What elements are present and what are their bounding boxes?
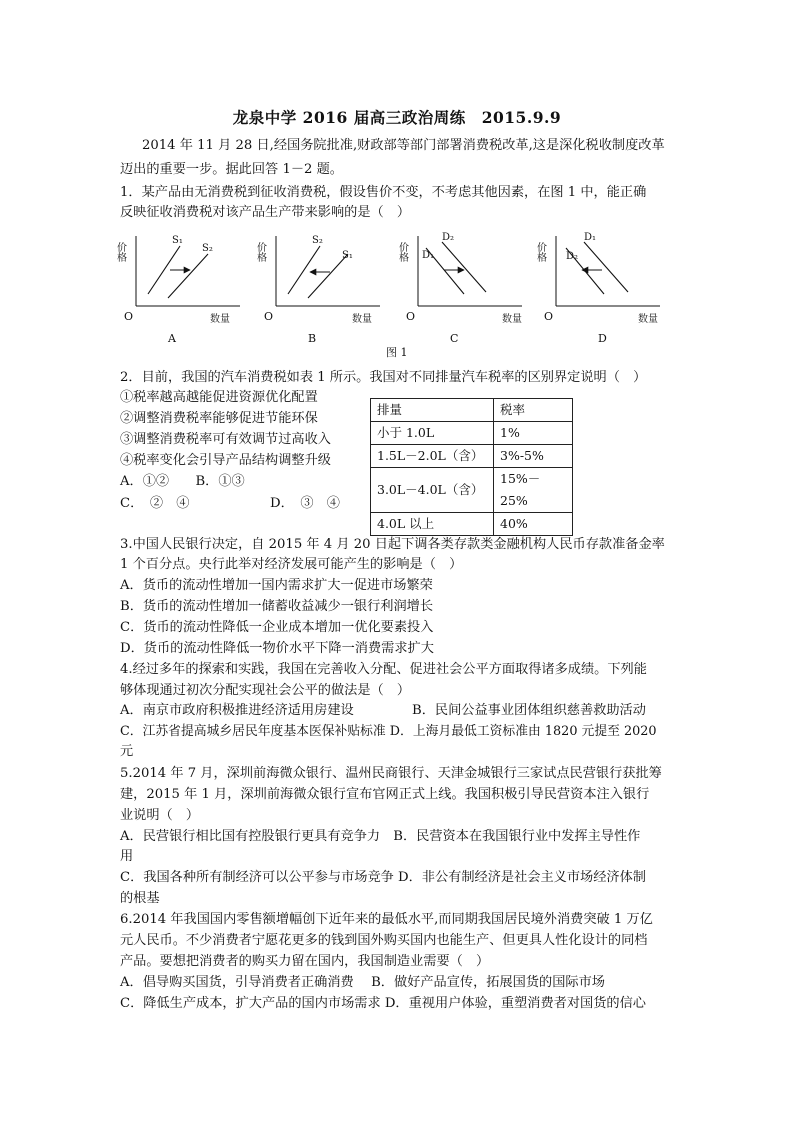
figure-caption: 图 1 bbox=[386, 346, 408, 359]
table-header-row bbox=[371, 399, 573, 422]
table-cell: 4.0L 以上 bbox=[371, 513, 494, 536]
panel-c-curve-2 bbox=[442, 242, 486, 292]
q3-stem-line-2: 1 个百分点。央行此举对经济发展可能产生的影响是（ ） bbox=[120, 557, 463, 572]
q2-option-d: D． ③ ④ bbox=[270, 496, 340, 511]
table-cell: 3.0L－4.0L（含） bbox=[371, 468, 494, 513]
panel-b-origin: O bbox=[264, 310, 274, 323]
table-header-cell: 排量 bbox=[371, 399, 494, 422]
panel-a-label: A bbox=[168, 332, 176, 345]
table-cell: 15%－25% bbox=[494, 468, 573, 513]
q3-option-c: C．货币的流动性降低一企业成本增加一优化要素投入 bbox=[120, 620, 434, 635]
table-row bbox=[371, 422, 573, 445]
q2-options-ab: A．①② B．①③ bbox=[120, 474, 245, 489]
q4-stem-line-2: 够体现通过初次分配实现社会公平的做法是（ ） bbox=[120, 683, 411, 698]
q1-stem-line-2: 反映征收消费税对该产品生产带来影响的是（ ） bbox=[120, 205, 411, 220]
panel-b-y-label: 价格 bbox=[254, 242, 266, 262]
q6-stem-line-3: 产品。要想把消费者的购买力留在国内，我国制造业需要（ ） bbox=[120, 954, 490, 969]
q6-options-ab: A．倡导购买国货，引导消费者正确消费 B．做好产品宣传，拓展国货的国际市场 bbox=[120, 975, 605, 990]
q2-option-c: C． ② ④ bbox=[120, 496, 190, 511]
q4-option-b: B．民间公益事业团体组织慈善救助活动 bbox=[412, 703, 646, 718]
q3-stem-line-1: 3.中国人民银行决定，自 2015 年 4 月 20 日起下调各类存款类金融机构人民币存款准备金率 bbox=[120, 537, 665, 552]
tax-rate-table bbox=[370, 398, 573, 536]
panel-a-curve-2-label: S₂ bbox=[202, 243, 213, 254]
page-title bbox=[0, 106, 794, 128]
panel-d-origin: O bbox=[544, 310, 554, 323]
panel-d-curve-2-label: D₁ bbox=[584, 232, 597, 243]
title-date: 2015.9.9 bbox=[481, 108, 562, 127]
q6-stem-line-1: 6.2014 年我国国内零售额增幅创下近年来的最低水平,而同期我国居民境外消费突破 1 万亿 bbox=[120, 912, 653, 927]
panel-c-curve-2-label: D₂ bbox=[442, 232, 455, 243]
intro-line-2: 迈出的重要一步。据此回答 1－2 题。 bbox=[120, 162, 343, 177]
table-header-cell: 税率 bbox=[494, 399, 573, 422]
q5-options-cd-tail: 的根基 bbox=[120, 891, 160, 906]
q3-option-b: B．货币的流动性增加一储蓄收益减少一银行利润增长 bbox=[120, 599, 434, 614]
panel-d-curve-2 bbox=[584, 242, 628, 292]
panel-c-y-label: 价格 bbox=[396, 242, 408, 262]
figure-panel-d bbox=[535, 232, 661, 345]
panel-c-curve-1-label: D₁ bbox=[422, 250, 435, 261]
q3-option-d: D．货币的流动性降低一物价水平下降一消费需求扩大 bbox=[120, 641, 434, 656]
table-cell: 1% bbox=[494, 422, 573, 445]
q4-options-cd: C．江苏省提高城乡居民年度基本医保补贴标准 D．上海月最低工资标准由 1820 元提至 2020 bbox=[120, 724, 657, 739]
panel-a-origin: O bbox=[124, 310, 134, 323]
q1-stem-line-1: 1．某产品由无消费税到征收消费税，假设售价不变，不考虑其他因素，在图 1 中，能正确 bbox=[120, 185, 647, 200]
panel-a-curve-1-label: S₁ bbox=[172, 235, 183, 246]
supply-demand-figure bbox=[114, 226, 680, 361]
figure-panel-c bbox=[397, 232, 523, 345]
q2-item-3: ③调整消费税率可有效调节过高收入 bbox=[120, 432, 331, 447]
intro-line-1: 2014 年 11 月 28 日,经国务院批准,财政部等部门部署消费税改革,这是深化税收制度改革 bbox=[142, 138, 665, 153]
panel-b-curve-2-label: S₁ bbox=[342, 250, 353, 261]
q5-options-ab-tail: 用 bbox=[120, 849, 134, 864]
panel-b-curve-1 bbox=[288, 246, 320, 294]
table-cell: 1.5L－2.0L（含） bbox=[371, 445, 494, 468]
panel-b-curve-1-label: S₂ bbox=[312, 235, 323, 246]
panel-d-label: D bbox=[598, 332, 607, 345]
panel-c-origin: O bbox=[406, 310, 416, 323]
q2-stem: 2．目前，我国的汽车消费税如表 1 所示。我国对不同排量汽车税率的区别界定说明（ ） bbox=[120, 370, 647, 385]
table-cell: 3%-5% bbox=[494, 445, 573, 468]
q6-options-cd: C．降低生产成本，扩大产品的国内市场需求 D．重视用户体验，重塑消费者对国货的信心 bbox=[120, 996, 646, 1011]
panel-a-curve-2 bbox=[168, 254, 208, 298]
table-cell: 小于 1.0L bbox=[371, 422, 494, 445]
table-cell: 40% bbox=[494, 513, 573, 536]
q5-stem-line-3: 业说明（ ） bbox=[120, 808, 200, 823]
panel-b-label: B bbox=[308, 332, 317, 345]
table-row bbox=[371, 445, 573, 468]
q5-stem-line-2: 建，2015 年 1 月，深圳前海微众银行宣布官网正式上线。我国积极引导民营资本注入银行 bbox=[120, 787, 650, 802]
panel-a-y-label: 价格 bbox=[114, 242, 126, 262]
panel-c-x-label: 数量 bbox=[502, 314, 522, 325]
q2-item-1: ①税率越高越能促进资源优化配置 bbox=[120, 390, 318, 405]
q4-stem-line-1: 4.经过多年的探索和实践，我国在完善收入分配、促进社会公平方面取得诸多成绩。下列能 bbox=[120, 662, 647, 677]
q5-stem-line-1: 5.2014 年 7 月，深圳前海微众银行、温州民商银行、天津金城银行三家试点民营银行获批筹 bbox=[120, 766, 662, 781]
q2-item-2: ②调整消费税率能够促进节能环保 bbox=[120, 411, 318, 426]
q5-options-ab: A．民营银行相比国有控股银行更具有竞争力 B．民营资本在我国银行业中发挥主导性作 bbox=[120, 829, 641, 844]
q6-stem-line-2: 元人民币。不少消费者宁愿花更多的钱到国外购买国内也能生产、但更具人性化设计的同档 bbox=[120, 933, 648, 948]
figure-panel-a bbox=[115, 235, 241, 345]
q4-options-cd-tail: 元 bbox=[120, 744, 134, 759]
table-row bbox=[371, 468, 573, 513]
q4-option-a: A．南京市政府积极推进经济适用房建设 bbox=[120, 703, 354, 718]
table-row bbox=[371, 513, 573, 536]
panel-c-label: C bbox=[450, 332, 459, 345]
figure-panel-b bbox=[255, 235, 381, 345]
panel-d-y-label: 价格 bbox=[534, 242, 546, 262]
panel-a-x-label: 数量 bbox=[210, 314, 230, 325]
panel-d-curve-1-label: D₂ bbox=[566, 251, 579, 262]
panel-b-x-label: 数量 bbox=[352, 314, 372, 325]
q5-options-cd: C．我国各种所有制经济可以公平参与市场竞争 D．非公有制经济是社会主义市场经济体制 bbox=[120, 870, 646, 885]
title-main: 龙泉中学 2016 届高三政治周练 bbox=[232, 108, 466, 127]
q2-item-4: ④税率变化会引导产品结构调整升级 bbox=[120, 453, 331, 468]
q3-option-a: A．货币的流动性增加一国内需求扩大一促进市场繁荣 bbox=[120, 578, 433, 593]
panel-d-x-label: 数量 bbox=[638, 314, 658, 325]
